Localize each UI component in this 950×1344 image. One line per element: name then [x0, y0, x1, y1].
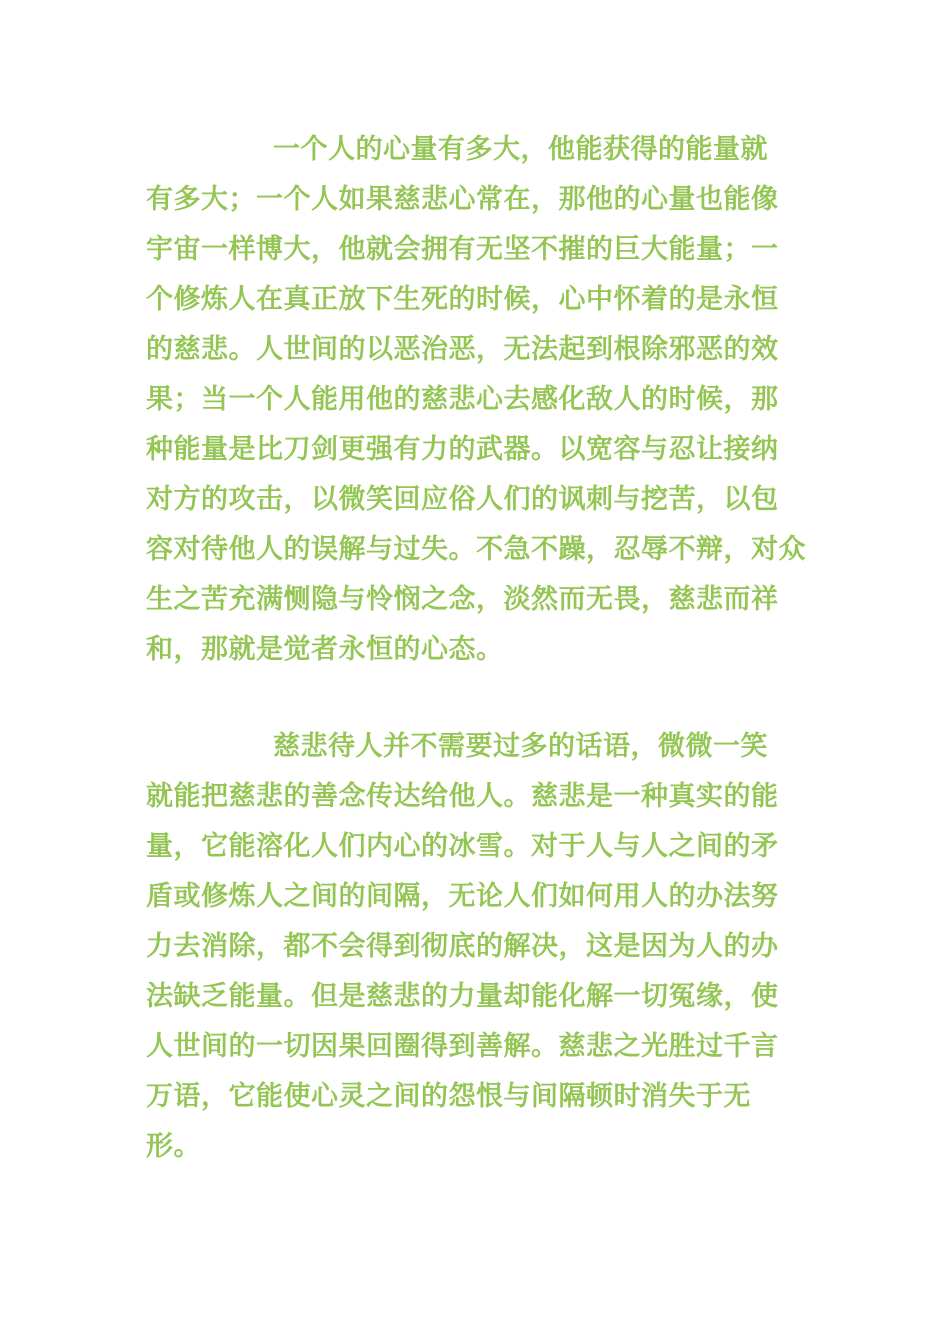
- text-line: 就能把慈悲的善念传达给他人。慈悲是一种真实的能: [146, 781, 779, 812]
- paragraph-2: [146, 722, 816, 1172]
- text-line: 的慈悲。人世间的以恶治恶，无法起到根除邪恶的效: [146, 334, 779, 365]
- text-line: 力去消除，都不会得到彻底的解决，这是因为人的办: [146, 931, 779, 962]
- text-line: 盾或修炼人之间的间隔，无论人们如何用人的办法努: [146, 881, 779, 912]
- text-line: 慈悲待人并不需要过多的话语，微微一笑: [273, 731, 768, 762]
- text-line: 有多大；一个人如果慈悲心常在，那他的心量也能像: [146, 184, 779, 215]
- text-line: 和，那就是觉者永恒的心态。: [146, 634, 504, 665]
- text-line: 生之苦充满恻隐与怜悯之念，淡然而无畏，慈悲而祥: [146, 584, 779, 615]
- text-line: 果；当一个人能用他的慈悲心去感化敌人的时候，那: [146, 384, 779, 415]
- text-line: 形。: [146, 1131, 201, 1162]
- paragraph-1: [146, 125, 816, 675]
- text-line: 宇宙一样博大，他就会拥有无坚不摧的巨大能量；一: [146, 234, 779, 265]
- text-line: 量，它能溶化人们内心的冰雪。对于人与人之间的矛: [146, 831, 779, 862]
- text-line: 法缺乏能量。但是慈悲的力量却能化解一切冤缘，使: [146, 981, 779, 1012]
- text-line: 个修炼人在真正放下生死的时候，心中怀着的是永恒: [146, 284, 779, 315]
- text-line: 种能量是比刀剑更强有力的武器。以宽容与忍让接纳: [146, 434, 779, 465]
- text-line: 容对待他人的误解与过失。不急不躁，忍辱不辩，对众: [146, 534, 806, 565]
- text-line: 对方的攻击，以微笑回应俗人们的讽刺与挖苦，以包: [146, 484, 779, 515]
- text-line: 人世间的一切因果回圈得到善解。慈悲之光胜过千言: [146, 1031, 779, 1062]
- text-line: 一个人的心量有多大，他能获得的能量就: [273, 134, 768, 165]
- text-line: 万语，它能使心灵之间的怨恨与间隔顿时消失于无: [146, 1081, 751, 1112]
